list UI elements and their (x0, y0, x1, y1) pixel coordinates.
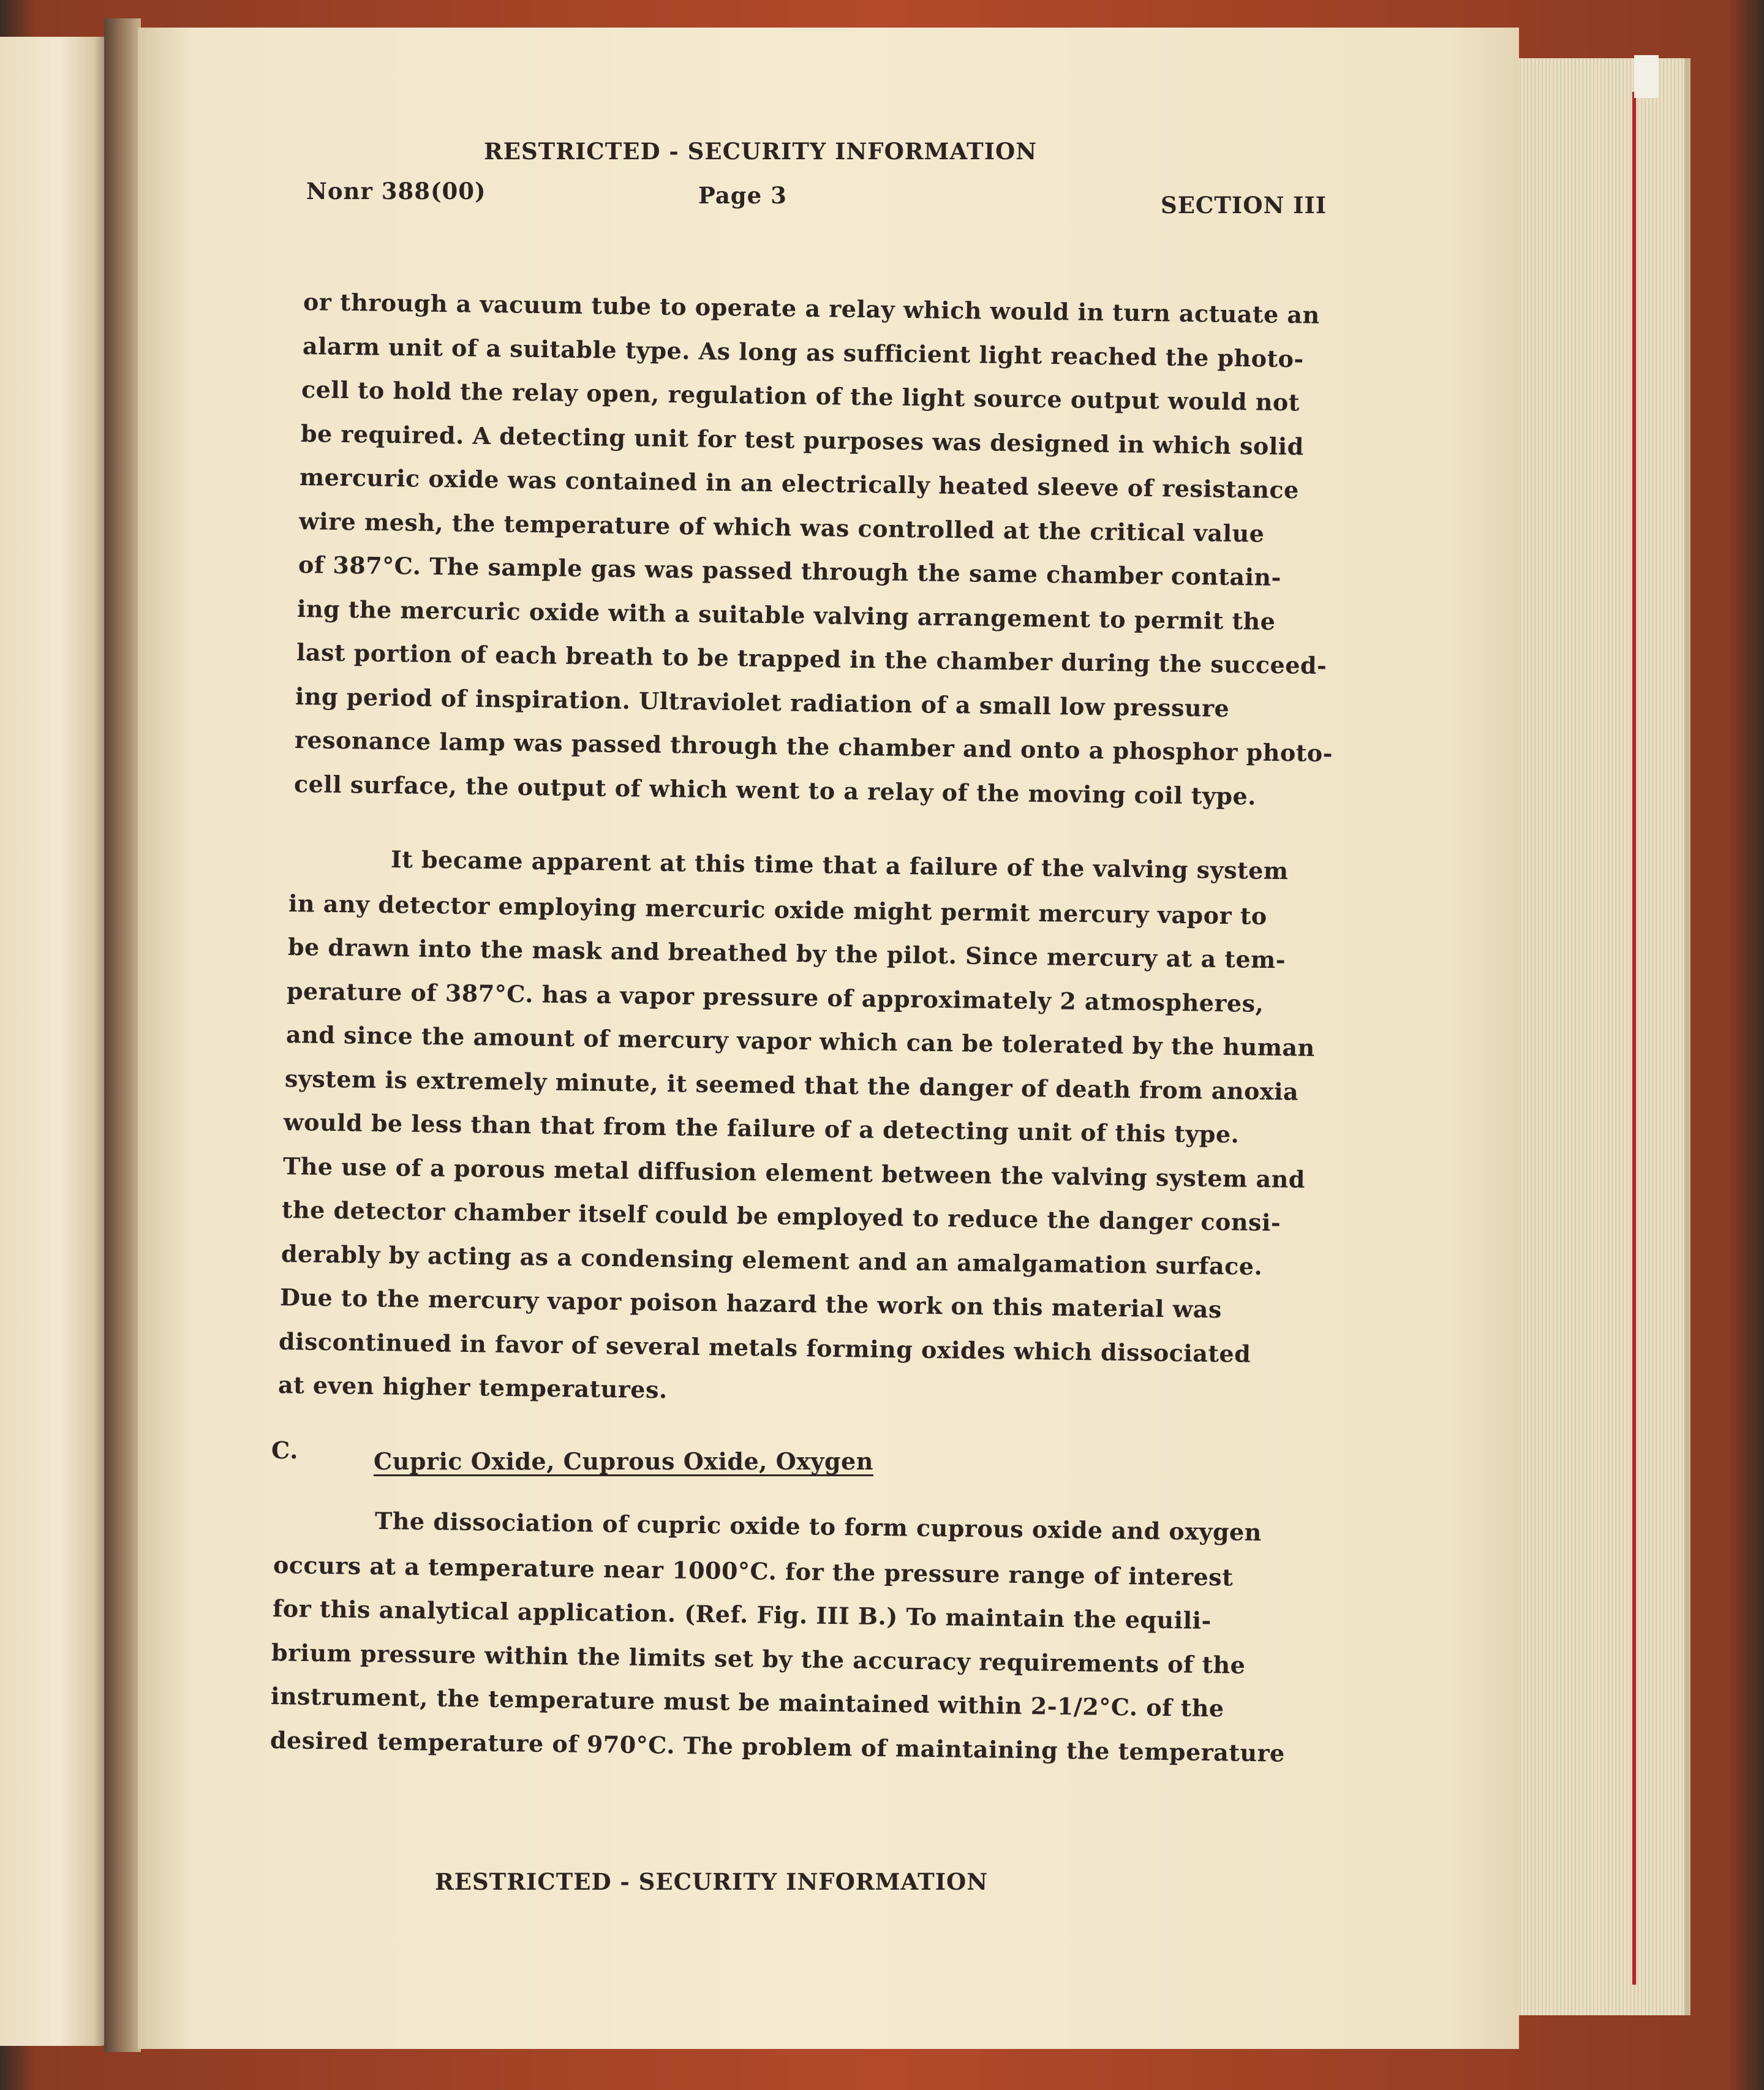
text-line: in any detector employing mercuric oxide might permit mercury vapor to (288, 889, 1268, 930)
text-line: or through a vacuum tube to operate a relay which would in turn actuate an (303, 288, 1320, 329)
text-line: system is extremely minute, it seemed that the danger of death from anoxia (284, 1064, 1299, 1106)
text-line: be drawn into the mask and breathed by the pilot. Since mercury at a tem- (287, 933, 1286, 974)
classification-bottom: RESTRICTED - SECURITY INFORMATION (435, 1868, 989, 1895)
document-page (138, 28, 1519, 2049)
book-gutter (104, 18, 141, 2052)
text-line: alarm unit of a suitable type. As long as sufficient light reached the photo- (302, 331, 1304, 372)
text-line: perature of 387°C. has a vapor pressure of approximately 2 atmospheres, (286, 976, 1264, 1017)
text-line: wire mesh, the temperature of which was controlled at the critical value (298, 507, 1265, 548)
text-line: cell to hold the relay open, regulation of the light source output would not (301, 375, 1300, 417)
text-line: cell surface, the output of which went to a relay of the moving coil type. (293, 769, 1256, 810)
text-line: brium pressure within the limits set by the accuracy requirements of the (271, 1638, 1246, 1679)
text-line: of 387°C. The sample gas was passed through the same chamber contain- (298, 551, 1281, 592)
text-line: The dissociation of cupric oxide to form cuprous oxide and oxygen (374, 1507, 1262, 1546)
section-letter: C. (271, 1436, 298, 1464)
text-line: occurs at a temperature near 1000°C. for the pressure range of interest (273, 1550, 1234, 1591)
text-line: ing period of inspiration. Ultraviolet radiation of a small low pressure (295, 682, 1230, 722)
page-tab (1634, 55, 1659, 98)
text-line: at even higher temperatures. (277, 1371, 668, 1404)
text-line: It became apparent at this time that a failure of the valving system (390, 845, 1289, 885)
page-number: Page 3 (698, 182, 787, 209)
left-page (0, 37, 107, 2046)
text-line: derably by acting as a condensing element and an amalgamation surface. (281, 1239, 1263, 1280)
document-number: Nonr 388(00) (306, 178, 486, 205)
page-edge-marker (1632, 92, 1636, 1985)
text-line: mercuric oxide was contained in an electrically heated sleeve of resistance (300, 463, 1300, 504)
text-line: ing the mercuric oxide with a suitable valving arrangement to permit the (296, 594, 1276, 635)
section-heading: Cupric Oxide, Cuprous Oxide, Oxygen (374, 1447, 873, 1475)
text-line: instrument, the temperature must be maintained within 2-1/2°C. of the (270, 1682, 1225, 1722)
text-line: and since the amount of mercury vapor which can be tolerated by the human (285, 1020, 1315, 1062)
text-line: The use of a porous metal diffusion element between the valving system and (282, 1152, 1305, 1193)
text-line: the detector chamber itself could be employed to reduce the danger consi- (281, 1196, 1281, 1237)
text-line: discontinued in favor of several metals forming oxides which dissociated (279, 1327, 1251, 1368)
page-edges (1507, 58, 1691, 2015)
text-line: be required. A detecting unit for test purposes was designed in which solid (300, 419, 1304, 460)
text-line: resonance lamp was passed through the chamber and onto a phosphor photo- (294, 726, 1333, 768)
section-label: SECTION III (1161, 192, 1327, 219)
text-line: last portion of each breath to be trapped in the chamber during the succeed- (296, 638, 1327, 680)
text-line: desired temperature of 970°C. The problem of maintaining the temperature (270, 1726, 1286, 1767)
text-line: Due to the mercury vapor poison hazard the work on this material was (279, 1283, 1223, 1324)
classification-top: RESTRICTED - SECURITY INFORMATION (484, 138, 1038, 165)
text-line: would be less than that from the failure of a detecting unit of this type. (284, 1108, 1240, 1149)
text-line: for this analytical application. (Ref. Fig. III B.) To maintain the equili- (272, 1594, 1212, 1635)
